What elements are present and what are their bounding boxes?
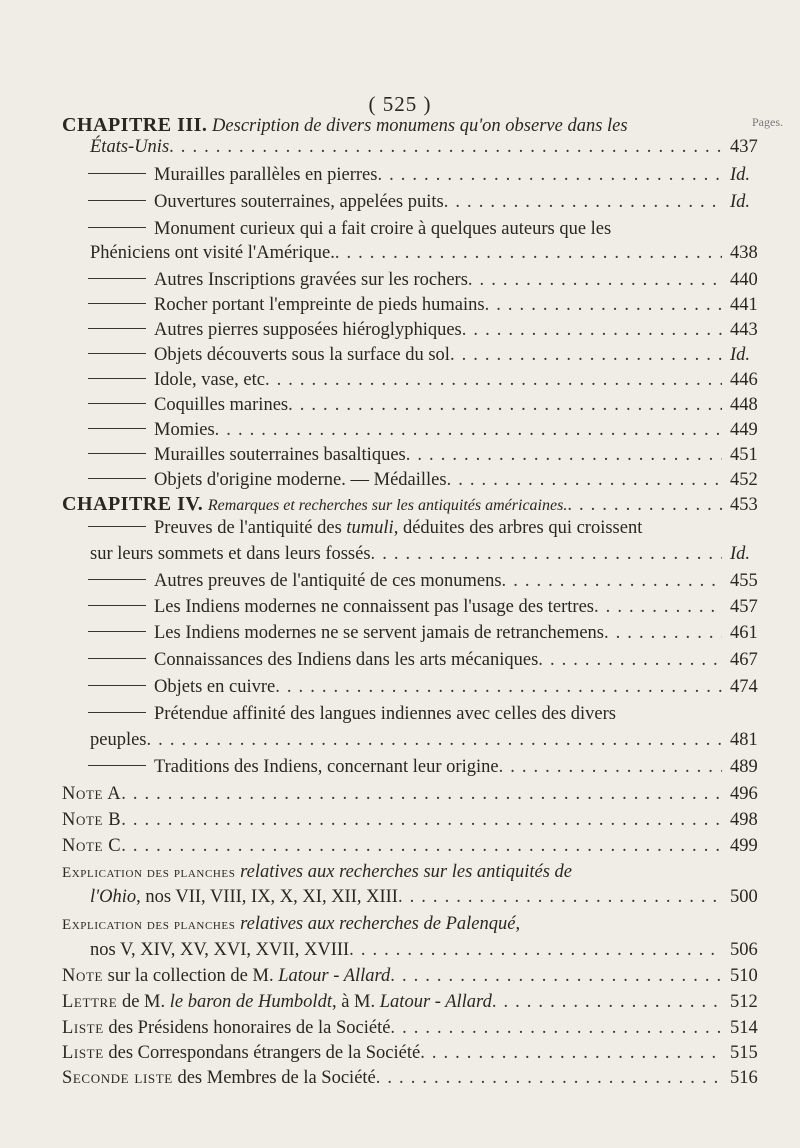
- chapter-4-heading: CHAPITRE IV. Remarques et recherches sur les antiquités américaines. . . . 453: [62, 493, 774, 516]
- pages-column-header: Pages.: [752, 115, 783, 129]
- page-number: ( 525 ): [368, 92, 432, 116]
- toc-entry: Autres pierres supposées hiéroglyphiques . . . 443: [88, 320, 774, 341]
- toc-entry: Momies . . . 449: [88, 420, 774, 441]
- toc-entry: Connaissances des Indiens dans les arts mécaniques . . . 467: [88, 650, 774, 671]
- toc-entry: Phéniciens ont visité l'Amérique. . . . 438: [90, 243, 774, 264]
- toc-entry: Lettre de M. le baron de Humboldt, à M. Latour - Allard . . . 512: [62, 992, 774, 1013]
- toc-entry: nos V, XIV, XV, XVI, XVII, XVIII . . . 506: [90, 940, 774, 961]
- toc-entry: Note sur la collection de M. Latour - Allard . . . 510: [62, 966, 774, 987]
- toc-entry: Traditions des Indiens, concernant leur origine . . . 489: [88, 757, 774, 778]
- toc-entry: [90, 137, 774, 158]
- toc-entry: Rocher portant l'empreinte de pieds humains . . . 441: [88, 295, 774, 316]
- toc-entry: Explication des planches relatives aux recherches sur les antiquités de: [62, 862, 572, 882]
- toc-entry: Seconde liste des Membres de la Société . . . 516: [62, 1068, 774, 1089]
- chapter-4-title: Remarques et recherches sur les antiquités américaines.: [207, 497, 568, 514]
- toc-entry: Liste des Présidens honoraires de la Société . . . 514: [62, 1018, 774, 1039]
- chapter-3-heading: [62, 114, 774, 137]
- chapter-3-title-cont: États-Unis: [90, 137, 170, 157]
- toc-entry: Objets en cuivre . . . 474: [88, 677, 774, 698]
- toc-entry: Note A . . . 496: [62, 784, 774, 805]
- toc-entry: peuples . . . 481: [90, 730, 774, 751]
- toc-entry: Liste des Correspondans étrangers de la Société . . . 515: [62, 1043, 774, 1064]
- chapter-4-label: CHAPITRE IV.: [62, 493, 204, 515]
- toc-entry: Objets découverts sous la surface du sol . . . Id.: [88, 345, 774, 366]
- toc-entry: Preuves de l'antiquité des tumuli, déduites des arbres qui croissent: [88, 518, 774, 539]
- toc-entry: Prétendue affinité des langues indiennes avec celles des divers: [88, 704, 774, 725]
- toc-entry: l'Ohio, nos VII, VIII, IX, X, XI, XII, XIII . . . 500: [90, 887, 774, 908]
- toc-entry: Explication des planches relatives aux recherches de Palenqué,: [62, 914, 521, 934]
- toc-entry: Idole, vase, etc . . . 446: [88, 370, 774, 391]
- page-ref: 437: [730, 137, 758, 157]
- toc-entry: Les Indiens modernes ne se servent jamais de retranchemens . . . 461: [88, 623, 774, 644]
- toc-entry: Murailles souterraines basaltiques . . . 451: [88, 445, 774, 466]
- toc-entry: Autres Inscriptions gravées sur les rochers . . . 440: [88, 270, 774, 291]
- toc-entry: Les Indiens modernes ne connaissent pas l'usage des tertres . . . 457: [88, 597, 774, 618]
- toc-entry: Note C . . . 499: [62, 836, 774, 857]
- toc-entry: Coquilles marines . . . 448: [88, 395, 774, 416]
- toc-entry: Autres preuves de l'antiquité de ces monumens . . . 455: [88, 571, 774, 592]
- toc-entry: Monument curieux qui a fait croire à quelques auteurs que les: [88, 219, 774, 240]
- chapter-3-label: CHAPITRE III.: [62, 114, 208, 136]
- toc-entry: Objets d'origine moderne. — Médailles . . . 452: [88, 470, 774, 491]
- toc-entry: sur leurs sommets et dans leurs fossés . . . Id.: [90, 544, 774, 565]
- toc-entry: Murailles parallèles en pierres . . . Id.: [88, 165, 774, 186]
- chapter-3-title: Description de divers monumens qu'on observe dans les: [212, 116, 628, 136]
- toc-entry: Note B . . . 498: [62, 810, 774, 831]
- toc-entry: Ouvertures souterraines, appelées puits . . . Id.: [88, 192, 774, 213]
